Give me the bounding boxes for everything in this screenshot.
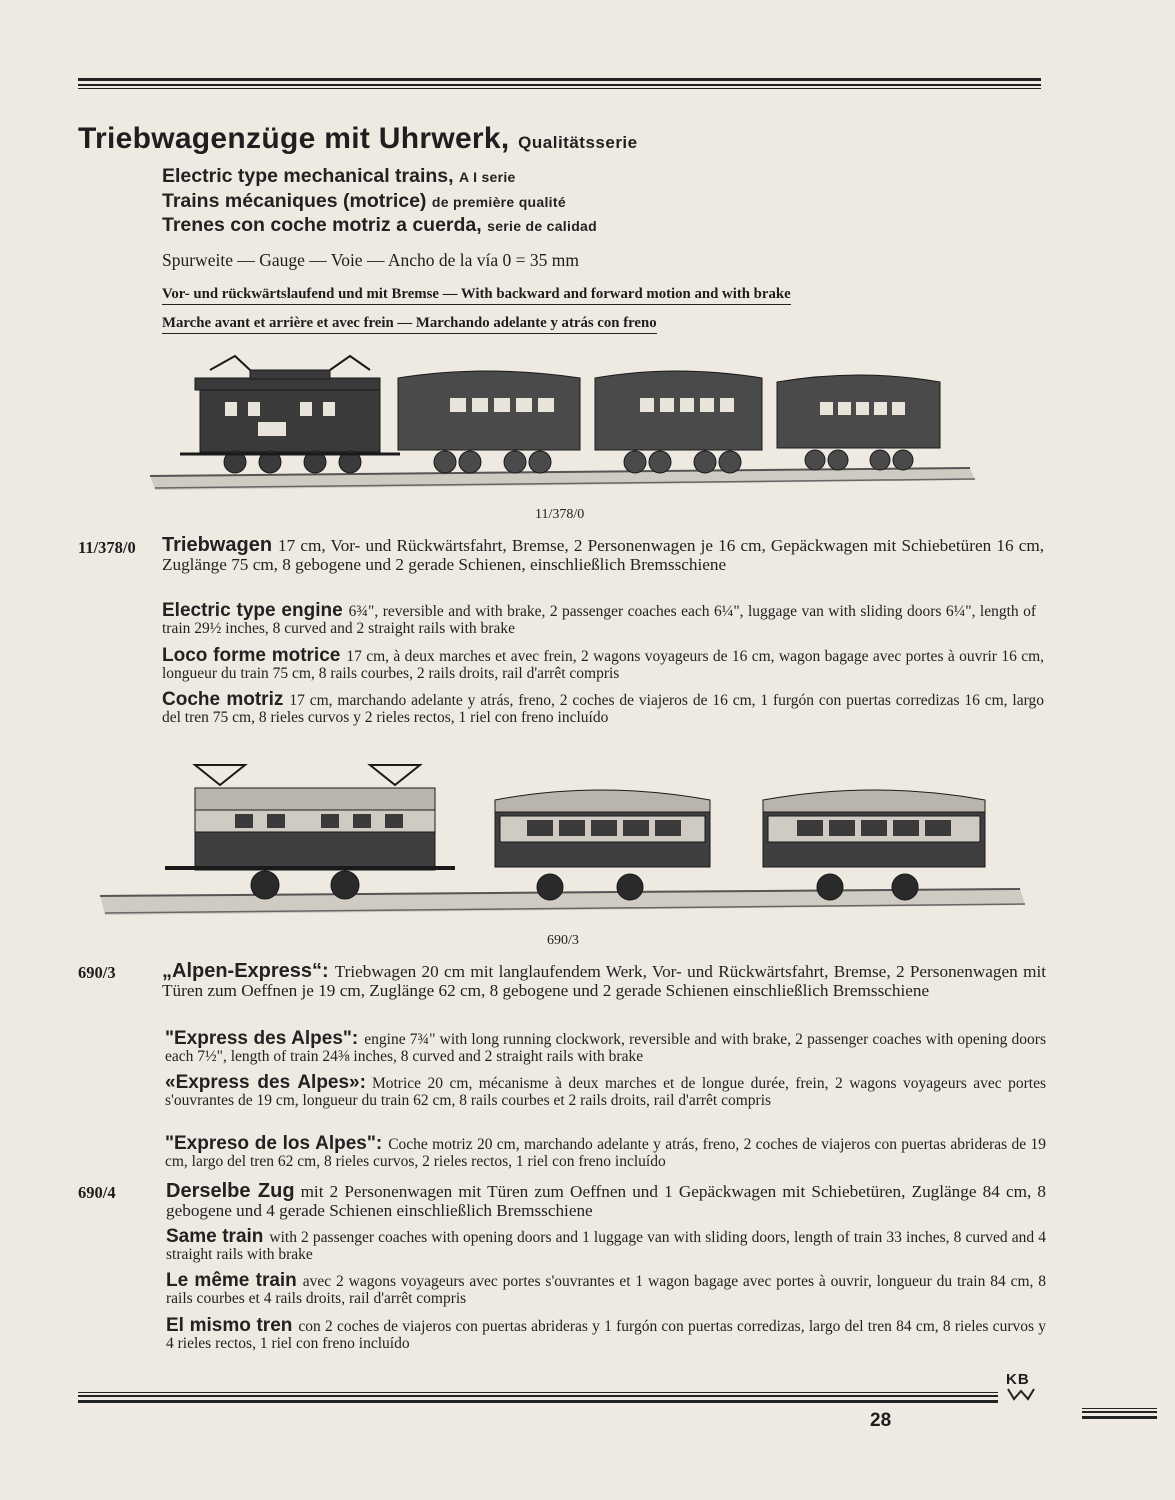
top-rule bbox=[78, 78, 1041, 89]
corner-rule bbox=[1082, 1408, 1157, 1419]
kb-logo-mark-icon bbox=[1006, 1387, 1036, 1401]
entry-690-4-es: El mismo tren con 2 coches de viajeros con puertas abrideras y 1 furgón con puertas corredizas, largo del tren 84 cm, 8 rieles curvos y 4 rieles rectos, 1 riel con freno incluído bbox=[166, 1315, 1046, 1352]
page-number: 28 bbox=[870, 1410, 892, 1431]
gauge-line: Spurweite — Gauge — Voie — Ancho de la vía 0 = 35 mm bbox=[162, 250, 580, 270]
subtitle-english: Electric type mechanical trains, A I serie bbox=[162, 165, 516, 187]
entry-11-378-0-fr: Loco forme motrice 17 cm, à deux marches et avec frein, 2 wagons voyageurs de 16 cm, wagon bagage avec portes à ouvrir 16 cm, longueur du train 75 cm, 8 rails courbes, 2 rails droits, rail d'arrêt compris bbox=[162, 645, 1045, 682]
entry-11-378-0-en: Electric type engine 6¾", reversible and with brake, 2 passenger coaches each 6¼", luggage van with sliding doors 6¼", length of train 29½ inches, 8 curved and 2 straight rails with brake bbox=[162, 600, 1036, 637]
entry-690-3-en: "Express des Alpes": engine 7¾" with long running clockwork, reversible and with brake, 2 passenger coaches with opening doors each 7½", length of train 24⅜ inches, 8 curved and 2 straight rails with brake bbox=[165, 1028, 1046, 1065]
alpen-express-coach-2 bbox=[763, 790, 985, 900]
article-number-690-4: 690/4 bbox=[78, 1183, 116, 1202]
subtitle-french: Trains mécaniques (motrice) de première qualité bbox=[162, 190, 566, 212]
kb-logo: KB bbox=[1006, 1372, 1036, 1406]
figure-caption-1: 11/378/0 bbox=[535, 507, 585, 522]
article-number-690-3: 690/3 bbox=[78, 963, 116, 982]
bottom-rule bbox=[78, 1392, 998, 1403]
train-illustration-11-378-0 bbox=[140, 350, 980, 500]
entry-690-4-en: Same train with 2 passenger coaches with opening doors and 1 luggage van with sliding doors, length of train 33 inches, 8 curved and 4 straight rails with brake bbox=[166, 1226, 1046, 1263]
locomotive bbox=[180, 356, 400, 473]
motion-line-1: Vor- und rückwärtslaufend und mit Bremse — With backward and forward motion and with brake bbox=[162, 286, 791, 305]
entry-690-4-fr: Le même train avec 2 wagons voyageurs avec portes s'ouvrantes et 1 wagon bagage avec portes à ouvrir, longueur du train 84 cm, 8 rails courbes et 4 rails droits, rail d'arrêt compris bbox=[166, 1270, 1046, 1307]
subtitle-spanish: Trenes con coche motriz a cuerda, serie de calidad bbox=[162, 214, 597, 236]
page-title: Triebwagenzüge mit Uhrwerk, Qualitätsserie bbox=[78, 122, 638, 155]
coach-1 bbox=[398, 371, 580, 473]
entry-690-3-de: „Alpen-Express“: Triebwagen 20 cm mit langlaufendem Werk, Vor- und Rückwärtsfahrt, Bremse, 2 Personenwagen mit Türen zum Oeffnen je 19 cm, Zuglänge 62 cm, 8 gebogene und 2 gerade Schienen einschließlich Bremsschiene bbox=[162, 960, 1046, 1000]
alpen-express-coach-1 bbox=[495, 790, 710, 900]
entry-690-3-fr: «Express des Alpes»: Motrice 20 cm, mécanisme à deux marches et de longue durée, frein, 2 wagons voyageurs avec portes s'ouvrantes de 19 cm, longueur du train 62 cm, 8 rails courbes et 2 rails droits, rail d'arrêt compris bbox=[165, 1072, 1046, 1109]
figure-caption-2: 690/3 bbox=[547, 933, 579, 948]
entry-690-3-es: "Expreso de los Alpes": Coche motriz 20 cm, marchando adelante y atrás, freno, 2 coches de viajeros con puertas abrideras de 19 cm, largo del tren 62 cm, 8 rieles curvos, 2 rieles rectos, 1 riel con freno incluído bbox=[165, 1133, 1046, 1170]
motion-line-2: Marche avant et arrière et avec frein — Marchando adelante y atrás con freno bbox=[162, 315, 657, 334]
entry-11-378-0-de: Triebwagen 17 cm, Vor- und Rückwärtsfahrt, Bremse, 2 Personenwagen je 16 cm, Gepäckwagen mit Schiebetüren 16 cm, Zuglänge 75 cm, 8 gebogene und 2 gerade Schienen, einschließlich Bremsschiene bbox=[162, 534, 1044, 574]
article-number-11-378-0: 11/378/0 bbox=[78, 538, 136, 557]
coach-3 bbox=[777, 375, 940, 470]
entry-690-4-de: Derselbe Zug mit 2 Personenwagen mit Türen zum Oeffnen und 1 Gepäckwagen mit Schiebetüren, Zuglänge 84 cm, 8 gebogene und 4 gerade Schienen einschließlich Bremsschiene bbox=[166, 1180, 1046, 1220]
train-illustration-690-3 bbox=[95, 750, 1035, 930]
entry-11-378-0-es: Coche motriz 17 cm, marchando adelante y atrás, freno, 2 coches de viajeros de 16 cm, 1 furgón con puertas corredizas 16 cm, largo del tren 75 cm, 8 rieles curvos y 2 rieles rectos, 1 riel con freno incluído bbox=[162, 689, 1044, 726]
alpen-express-locomotive bbox=[165, 765, 455, 899]
coach-2 bbox=[595, 371, 762, 473]
